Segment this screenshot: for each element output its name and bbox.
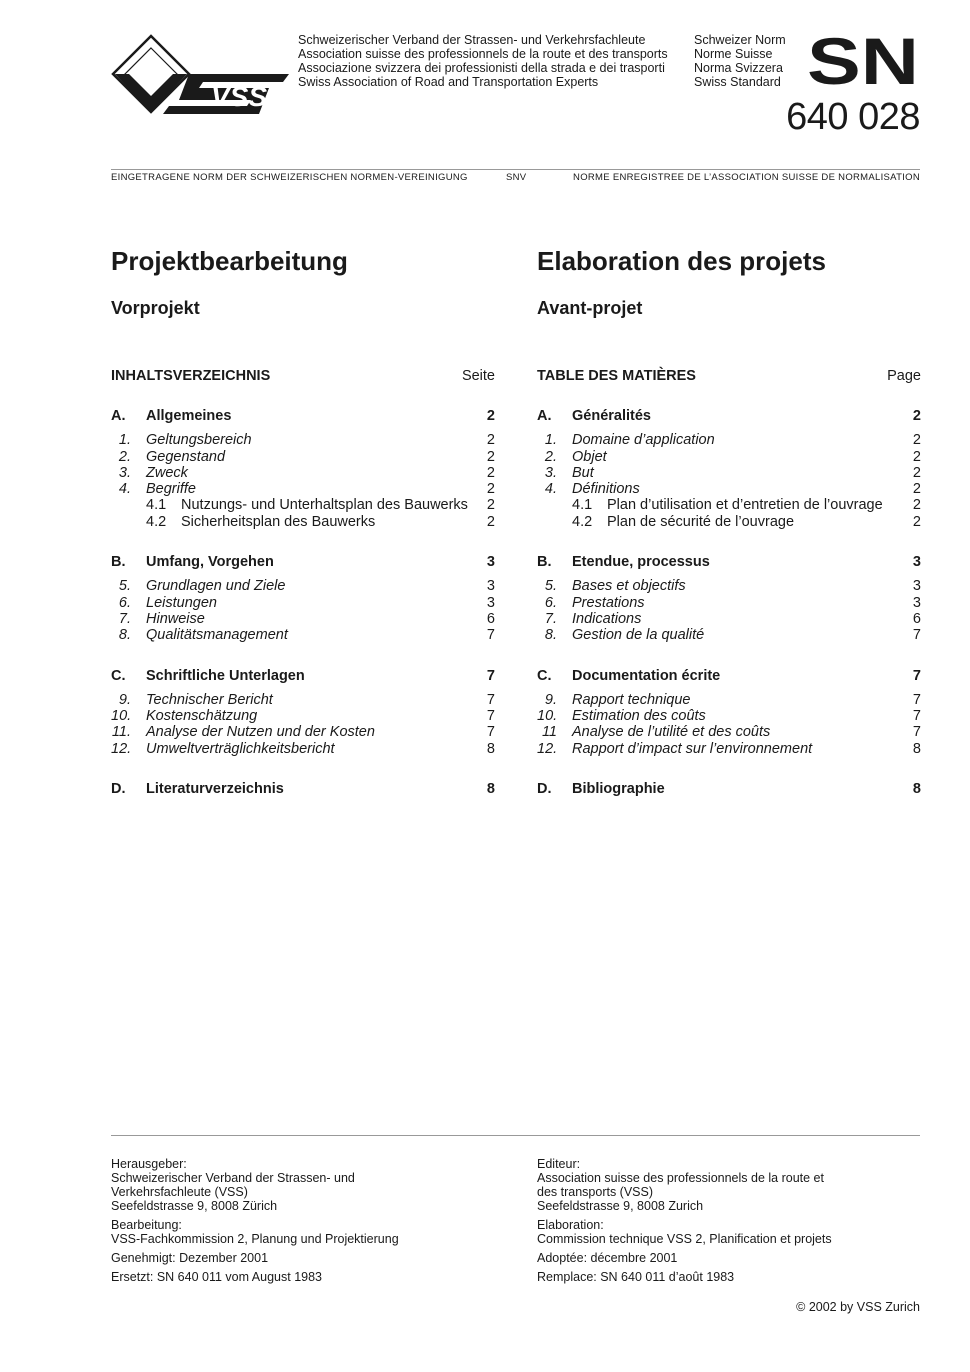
toc-item-page: 2 <box>486 481 495 498</box>
toc-section-page: 3 <box>912 554 921 571</box>
toc-de <box>111 408 495 797</box>
toc-section-row <box>111 554 495 570</box>
toc-item-label: Définitions <box>572 481 640 498</box>
toc-item-label: Begriffe <box>146 481 196 498</box>
toc-section-label: Bibliographie <box>572 781 665 798</box>
toc-item-label: Zweck <box>146 464 188 481</box>
replaces-fr: Remplace: SN 640 011 d’août 1983 <box>537 1270 735 1284</box>
toc-item-row <box>537 481 921 497</box>
toc-item-page: 2 <box>486 432 495 449</box>
toc-item-row <box>111 465 495 481</box>
toc-item-number: 8. <box>544 627 557 644</box>
title-fr: Elaboration des projets <box>537 246 826 276</box>
title-de: Projektbearbeitung <box>111 246 348 276</box>
toc-item-row <box>111 481 495 497</box>
subtitle-fr: Avant-projet <box>537 298 643 318</box>
toc-item-number: 12. <box>537 740 558 757</box>
toc-heading-de <box>111 368 495 384</box>
publisher-line: Schweizerischer Verband der Strassen- und <box>111 1171 355 1185</box>
toc-item-label: Prestations <box>572 594 645 611</box>
toc-item-number: 2. <box>118 448 131 465</box>
publisher-line: des transports (VSS) <box>537 1185 654 1199</box>
publisher-label-de: Herausgeber: <box>111 1157 187 1171</box>
norm-type-fr: Norme Suisse <box>694 47 773 61</box>
toc-item-page: 3 <box>486 594 495 611</box>
toc-section-page: 2 <box>486 408 495 424</box>
toc-section-row <box>537 554 921 570</box>
vss-logo-text: VSS <box>211 81 268 112</box>
vss-logo <box>111 34 291 116</box>
toc-item-row <box>111 741 495 757</box>
toc-item-page: 2 <box>486 448 495 465</box>
publisher-line: Association suisse des professionnels de la route et <box>537 1171 824 1185</box>
toc-section-number: C. <box>111 667 126 684</box>
toc-section-label: Documentation écrite <box>572 667 721 684</box>
toc-page-word-de: Seite <box>461 368 495 384</box>
toc-spacer <box>111 757 495 781</box>
toc-section-label: Allgemeines <box>146 408 232 424</box>
toc-title-de: INHALTSVERZEICHNIS <box>111 368 271 384</box>
toc-spacer <box>111 570 495 578</box>
toc-item-label: Hinweise <box>146 610 205 627</box>
toc-subitem-number: 4.2 <box>146 513 167 530</box>
toc-spacer <box>537 684 921 692</box>
toc-item-number: 4. <box>544 481 557 498</box>
toc-item-number: 1. <box>544 432 557 449</box>
toc-item-number: 9. <box>544 691 557 708</box>
toc-subitem-page: 2 <box>912 513 921 530</box>
toc-item-row <box>111 578 495 594</box>
toc-item-label: Gegenstand <box>146 448 226 465</box>
toc-item-page: 7 <box>912 724 921 741</box>
toc-item-number: 7. <box>118 610 131 627</box>
toc-item-number: 5. <box>118 578 131 595</box>
toc-item-label: Leistungen <box>146 594 217 611</box>
header-rule <box>111 169 920 170</box>
toc-item-number: 9. <box>118 691 131 708</box>
norm-type-de: Schweizer Norm <box>694 33 786 47</box>
toc-section-row <box>537 668 921 684</box>
toc-item-page: 2 <box>486 464 495 481</box>
toc-item-label: Indications <box>572 610 642 627</box>
toc-item-page: 7 <box>912 627 921 644</box>
subtitle-de: Vorprojekt <box>111 298 200 318</box>
toc-subitem-label: Plan d’utilisation et d’entretien de l’ouvrage <box>607 497 883 514</box>
toc-item-page: 2 <box>912 464 921 481</box>
editing-label-fr: Elaboration: <box>537 1218 604 1232</box>
toc-item-page: 7 <box>912 708 921 725</box>
toc-item-label: Estimation des coûts <box>572 708 706 725</box>
toc-item-number: 5. <box>544 578 557 595</box>
toc-item-number: 3. <box>118 464 131 481</box>
toc-subitem-number: 4.1 <box>146 497 167 514</box>
org-line-it: Associazione svizzera dei professionisti della strada e dei trasporti <box>298 61 665 75</box>
footer-fr <box>537 1157 832 1289</box>
norm-type-it: Norma Svizzera <box>694 61 783 75</box>
toc-item-page: 3 <box>486 578 495 595</box>
toc-item-row <box>537 741 921 757</box>
toc-section-number: D. <box>537 781 552 798</box>
sn-logo-text: SN <box>807 34 919 88</box>
copyright: © 2002 by VSS Zurich <box>796 1300 920 1314</box>
toc-item-label: Analyse de l’utilité et des coûts <box>572 724 771 741</box>
toc-subitem-number: 4.1 <box>572 497 593 514</box>
toc-section-page: 2 <box>912 408 921 424</box>
toc-section-label: Literaturverzeichnis <box>146 781 284 798</box>
toc-section-number: A. <box>537 408 552 424</box>
toc-item-row <box>537 692 921 708</box>
replaces-de: Ersetzt: SN 640 011 vom August 1983 <box>111 1270 323 1284</box>
toc-spacer <box>537 644 921 668</box>
footer-rule <box>111 1135 920 1136</box>
toc-subitem-label: Sicherheitsplan des Bauwerks <box>181 513 376 530</box>
toc-item-label: Rapport technique <box>572 691 691 708</box>
org-line-en: Swiss Association of Road and Transportation Experts <box>298 75 599 89</box>
toc-section-page: 8 <box>912 781 921 798</box>
org-line-de: Schweizerischer Verband der Strassen- und Verkehrsfachleute <box>298 33 646 47</box>
toc-item-label: Objet <box>572 448 607 465</box>
toc-item-number: 2. <box>544 448 557 465</box>
editing-line-de: VSS-Fachkommission 2, Planung und Projektierung <box>111 1232 399 1246</box>
toc-item-page: 8 <box>912 740 921 757</box>
toc-section-page: 7 <box>486 667 495 684</box>
toc-spacer <box>111 684 495 692</box>
toc-item-page: 7 <box>486 724 495 741</box>
toc-item-page: 2 <box>912 481 921 498</box>
toc-item-label: Umweltverträglichkeitsbericht <box>146 740 335 757</box>
toc-fr <box>537 408 921 797</box>
toc-section-number: D. <box>111 781 126 798</box>
toc-subitem-row <box>537 514 921 530</box>
registration-de: EINGETRAGENE NORM DER SCHWEIZERISCHEN NORMEN-VEREINIGUNG <box>111 172 468 183</box>
toc-section-label: Généralités <box>572 408 651 424</box>
toc-item-row <box>537 708 921 724</box>
toc-item-number: 4. <box>118 481 131 498</box>
org-names <box>298 33 668 89</box>
toc-spacer <box>537 424 921 432</box>
toc-spacer <box>537 530 921 554</box>
toc-section-page: 8 <box>486 781 495 798</box>
toc-item-label: Analyse der Nutzen und der Kosten <box>146 724 375 741</box>
toc-section-row <box>111 408 495 424</box>
toc-item-label: Qualitätsmanagement <box>146 627 288 644</box>
toc-section-row <box>537 781 921 797</box>
toc-item-label: Geltungsbereich <box>146 432 252 449</box>
toc-subitem-row <box>537 497 921 513</box>
norm-number: 640 028 <box>786 96 920 138</box>
toc-item-row <box>537 611 921 627</box>
toc-item-row <box>537 724 921 740</box>
toc-item-number: 8. <box>118 627 131 644</box>
registration-fr: NORME ENREGISTREE DE L’ASSOCIATION SUISSE DE NORMALISATION <box>573 172 920 183</box>
toc-item-number: 10. <box>537 708 558 725</box>
toc-item-page: 7 <box>912 691 921 708</box>
toc-item-page: 8 <box>486 740 495 757</box>
toc-item-row <box>111 449 495 465</box>
toc-item-number: 11. <box>111 724 131 741</box>
toc-item-row <box>111 708 495 724</box>
toc-title-fr: TABLE DES MATIÈRES <box>537 368 696 384</box>
toc-section-number: B. <box>111 554 126 571</box>
publisher-label-fr: Editeur: <box>537 1157 581 1171</box>
toc-page-word-fr: Page <box>887 368 921 384</box>
publisher-line: Verkehrsfachleute (VSS) <box>111 1185 248 1199</box>
toc-subitem-row <box>111 497 495 513</box>
toc-section-label: Schriftliche Unterlagen <box>146 667 305 684</box>
toc-section-row <box>111 781 495 797</box>
toc-item-row <box>537 465 921 481</box>
toc-item-page: 6 <box>486 610 495 627</box>
toc-item-label: Gestion de la qualité <box>572 627 705 644</box>
toc-subitem-label: Nutzungs- und Unterhaltsplan des Bauwerks <box>181 497 468 514</box>
toc-item-page: 2 <box>912 448 921 465</box>
footer-de <box>111 1157 399 1289</box>
toc-item-row <box>537 432 921 448</box>
toc-subitem-number: 4.2 <box>572 513 593 530</box>
toc-section-page: 3 <box>486 554 495 571</box>
toc-subitem-page: 2 <box>486 513 495 530</box>
toc-section-page: 7 <box>912 667 921 684</box>
toc-spacer <box>111 644 495 668</box>
toc-spacer <box>537 757 921 781</box>
toc-section-row <box>537 408 921 424</box>
toc-section-row <box>111 668 495 684</box>
toc-spacer <box>537 570 921 578</box>
toc-item-row <box>537 578 921 594</box>
toc-item-number: 10. <box>111 708 132 725</box>
toc-item-row <box>111 692 495 708</box>
toc-item-page: 7 <box>486 708 495 725</box>
toc-item-number: 7. <box>544 610 557 627</box>
toc-item-number: 1. <box>118 432 131 449</box>
toc-item-number: 11 <box>541 724 557 741</box>
editing-line-fr: Commission technique VSS 2, Planification et projets <box>537 1232 832 1246</box>
toc-item-page: 7 <box>486 691 495 708</box>
toc-item-page: 3 <box>912 578 921 595</box>
toc-section-number: A. <box>111 408 126 424</box>
registration-snv: SNV <box>506 172 527 183</box>
norm-type <box>694 33 786 89</box>
toc-section-number: C. <box>537 667 552 684</box>
toc-subitem-row <box>111 514 495 530</box>
toc-section-label: Etendue, processus <box>572 554 710 571</box>
approved-fr: Adoptée: décembre 2001 <box>537 1251 678 1265</box>
toc-spacer <box>111 424 495 432</box>
toc-item-label: Technischer Bericht <box>146 691 273 708</box>
toc-item-row <box>111 724 495 740</box>
toc-item-row <box>111 627 495 643</box>
org-line-fr: Association suisse des professionnels de la route et des transports <box>298 47 668 61</box>
toc-item-row <box>111 595 495 611</box>
publisher-line: Seefeldstrasse 9, 8008 Zürich <box>111 1199 278 1213</box>
toc-item-row <box>111 432 495 448</box>
toc-heading-fr <box>537 368 921 384</box>
toc-item-row <box>111 611 495 627</box>
toc-item-number: 6. <box>544 594 557 611</box>
toc-item-page: 3 <box>912 594 921 611</box>
toc-section-label: Umfang, Vorgehen <box>146 554 274 571</box>
editing-label-de: Bearbeitung: <box>111 1218 182 1232</box>
toc-item-row <box>537 595 921 611</box>
toc-item-label: Domaine d’application <box>572 432 715 449</box>
toc-item-number: 3. <box>544 464 557 481</box>
toc-item-page: 6 <box>912 610 921 627</box>
toc-subitem-page: 2 <box>912 497 921 514</box>
approved-de: Genehmigt: Dezember 2001 <box>111 1251 269 1265</box>
publisher-line: Seefeldstrasse 9, 8008 Zurich <box>537 1199 704 1213</box>
toc-subitem-label: Plan de sécurité de l’ouvrage <box>607 513 795 530</box>
toc-item-label: But <box>572 464 594 481</box>
toc-item-label: Rapport d’impact sur l’environnement <box>572 740 813 757</box>
toc-item-row <box>537 449 921 465</box>
toc-item-row <box>537 627 921 643</box>
toc-item-number: 6. <box>118 594 131 611</box>
toc-spacer <box>111 530 495 554</box>
toc-item-page: 2 <box>912 432 921 449</box>
toc-item-number: 12. <box>111 740 132 757</box>
norm-type-en: Swiss Standard <box>694 75 781 89</box>
toc-item-label: Bases et objectifs <box>572 578 686 595</box>
toc-item-page: 7 <box>486 627 495 644</box>
toc-item-label: Kostenschätzung <box>146 708 258 725</box>
toc-section-number: B. <box>537 554 552 571</box>
toc-item-label: Grundlagen und Ziele <box>146 578 286 595</box>
sn-logo <box>806 34 920 88</box>
toc-subitem-page: 2 <box>486 497 495 514</box>
